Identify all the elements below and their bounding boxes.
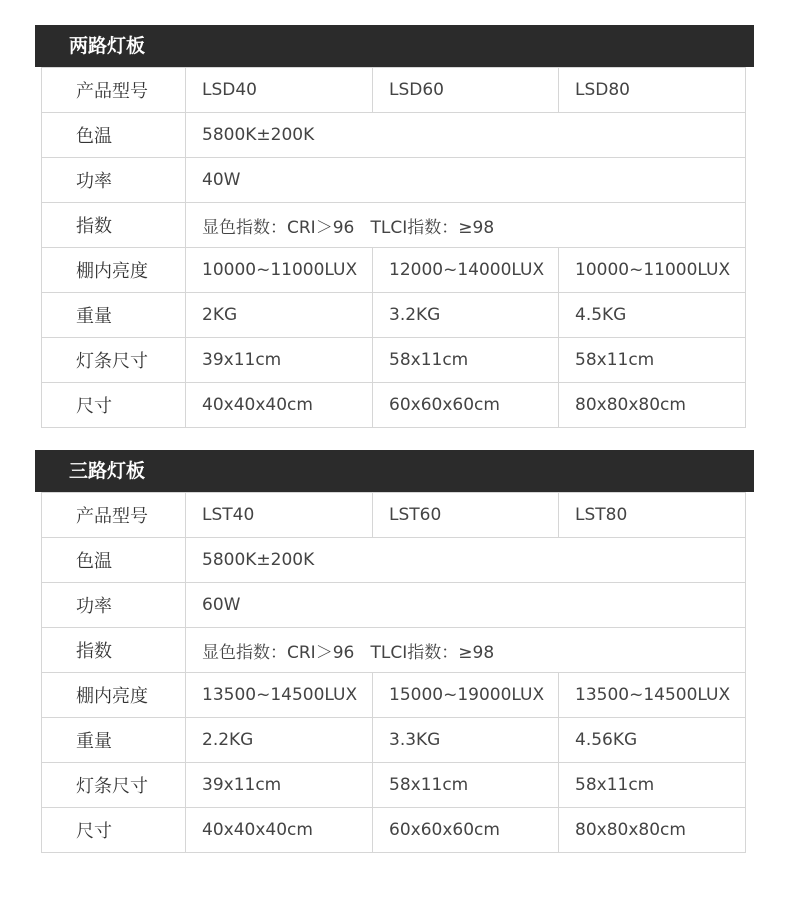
cell-value: LSD40 [186, 68, 373, 113]
row-label: 重量 [42, 293, 186, 338]
cell-value: 2.2KG [186, 718, 373, 763]
row-weight [42, 718, 746, 763]
row-label: 指数 [42, 203, 186, 248]
cell-value: 60x60x60cm [373, 808, 559, 853]
cell-value: 3.3KG [373, 718, 559, 763]
row-index [42, 628, 746, 673]
row-light-bar-size [42, 338, 746, 383]
row-label: 产品型号 [42, 68, 186, 113]
cell-value: 60W [186, 583, 746, 628]
cell-value: 58x11cm [373, 763, 559, 808]
cell-value: 40x40x40cm [186, 383, 373, 428]
spec-section-three-channel [35, 450, 754, 853]
cell-value: 15000~19000LUX [373, 673, 559, 718]
row-size [42, 383, 746, 428]
row-label: 重量 [42, 718, 186, 763]
row-power [42, 158, 746, 203]
spec-table [41, 67, 746, 428]
cell-value: 12000~14000LUX [373, 248, 559, 293]
row-model [42, 493, 746, 538]
cell-value: 2KG [186, 293, 373, 338]
cell-value: 40x40x40cm [186, 808, 373, 853]
row-color-temperature [42, 113, 746, 158]
row-index [42, 203, 746, 248]
row-label: 棚内亮度 [42, 673, 186, 718]
cell-value: 5800K±200K [186, 538, 746, 583]
spec-table [41, 492, 746, 853]
spec-section-two-channel [35, 25, 754, 428]
row-label: 产品型号 [42, 493, 186, 538]
cell-value: 显色指数：CRI＞96 TLCI指数：≥98 [186, 628, 746, 673]
cell-value: 4.56KG [559, 718, 746, 763]
cell-value: LST40 [186, 493, 373, 538]
row-label: 灯条尺寸 [42, 338, 186, 383]
cell-value: 58x11cm [559, 338, 746, 383]
cell-value: LSD60 [373, 68, 559, 113]
cell-value: 13500~14500LUX [559, 673, 746, 718]
row-model [42, 68, 746, 113]
row-label: 色温 [42, 113, 186, 158]
row-color-temperature [42, 538, 746, 583]
row-label: 色温 [42, 538, 186, 583]
row-brightness [42, 673, 746, 718]
row-power [42, 583, 746, 628]
cell-value: 显色指数：CRI＞96 TLCI指数：≥98 [186, 203, 746, 248]
row-weight [42, 293, 746, 338]
cell-value: LST80 [559, 493, 746, 538]
row-label: 尺寸 [42, 383, 186, 428]
cell-value: 60x60x60cm [373, 383, 559, 428]
row-size [42, 808, 746, 853]
row-label: 功率 [42, 583, 186, 628]
cell-value: 58x11cm [559, 763, 746, 808]
cell-value: 40W [186, 158, 746, 203]
row-label: 灯条尺寸 [42, 763, 186, 808]
row-label: 尺寸 [42, 808, 186, 853]
row-light-bar-size [42, 763, 746, 808]
cell-value: 80x80x80cm [559, 383, 746, 428]
cell-value: 13500~14500LUX [186, 673, 373, 718]
section-title: 两路灯板 [35, 25, 754, 67]
cell-value: 58x11cm [373, 338, 559, 383]
section-title: 三路灯板 [35, 450, 754, 492]
row-label: 功率 [42, 158, 186, 203]
cell-value: LSD80 [559, 68, 746, 113]
cell-value: 10000~11000LUX [559, 248, 746, 293]
row-label: 棚内亮度 [42, 248, 186, 293]
cell-value: 4.5KG [559, 293, 746, 338]
cell-value: 10000~11000LUX [186, 248, 373, 293]
row-label: 指数 [42, 628, 186, 673]
cell-value: 3.2KG [373, 293, 559, 338]
cell-value: LST60 [373, 493, 559, 538]
cell-value: 5800K±200K [186, 113, 746, 158]
cell-value: 39x11cm [186, 338, 373, 383]
cell-value: 39x11cm [186, 763, 373, 808]
cell-value: 80x80x80cm [559, 808, 746, 853]
row-brightness [42, 248, 746, 293]
